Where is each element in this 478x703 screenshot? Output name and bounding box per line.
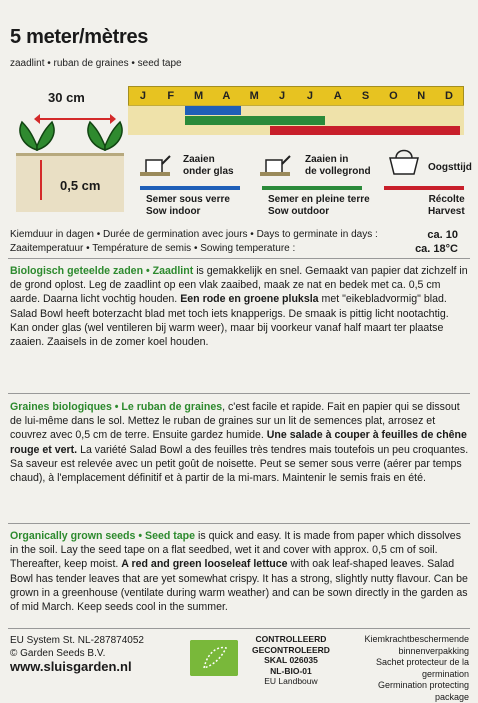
divider [8, 628, 470, 629]
english-text-1: is quick and easy. It is made from paper which dissolves in the soil. Lay the seed tape on a flat seedbed, wet it and cover with approx. 0,5 cm of soil. Thereafter, keep moist. [10, 530, 461, 571]
lettuce-plant-icon [14, 116, 60, 152]
depth-arrow [40, 160, 42, 200]
sow-outdoor-bar [185, 116, 325, 125]
month-cell: S [361, 90, 370, 102]
month-cell: D [445, 90, 453, 102]
french-text-2: La variété Salad Bowl a des feuilles très tendres mais toutefois un peu croquantes. Sa saveur est relevée avec un petit goût de noisette. Peut se semer sous verre (aérer par temps chaud), à l'emplacement définitif et à partir de la mi-mars. Maintenir le semis frais en été. [10, 443, 469, 485]
harvest-line [384, 186, 464, 190]
french-highlight: Une salade à couper à feuilles de chêne rouge et vert. [10, 429, 467, 456]
month-calendar [128, 86, 464, 106]
sowing-temperature-value: ca. 18°C [415, 243, 458, 255]
eu-system-number: EU System St. NL-287874052 [10, 635, 144, 646]
month-cell: M [249, 90, 259, 102]
sowing-temperature-label: Zaaitemperatuur • Température de semis • Sowing temperature : [10, 243, 296, 254]
divider [8, 393, 470, 394]
sow-indoor-label: Zaaien onder glas [183, 154, 234, 177]
harvest-label: Oogsttijd [428, 162, 472, 173]
package-line-1: Kiemkrachtbeschermende [364, 634, 469, 644]
sowing-depth-label: 0,5 cm [60, 178, 101, 193]
divider [8, 523, 470, 524]
germination-days-value: ca. 10 [427, 229, 458, 241]
english-description [10, 529, 470, 614]
month-cell: J [306, 90, 313, 102]
month-cell: A [333, 90, 342, 102]
month-cell: O [389, 90, 398, 102]
month-cell: F [167, 90, 175, 102]
control-line-1: CONTROLLEERD [255, 634, 327, 644]
organic-control-info [252, 634, 330, 687]
sow-outdoor-label: Zaaien in de vollegrond [305, 154, 371, 177]
dutch-text-2: met "eikebladvormig" blad. Salad Bowl heeft boterzacht blad met toch iets knapperigs. De smaak is pittig licht nootachtig. Kan onder glas (wel ventileren bij warm weer), maar bij voorkeur vanaf half maart ter plaatse zaaien. Zaaisels in de zomer koel houden. [10, 293, 449, 349]
germination-days-label: Kiemduur in dagen • Durée de germination avec jours • Days to germinate in days : [10, 229, 378, 240]
sow-outdoor-sublabel: Semer en pleine terre Sow outdoor [268, 194, 370, 217]
month-cell: N [417, 90, 426, 102]
month-cell: J [278, 90, 286, 102]
harvest-basket-icon [386, 144, 422, 178]
divider [8, 258, 470, 259]
harvest-bar [270, 126, 460, 135]
sow-indoor-bar [185, 106, 241, 115]
dutch-description [10, 264, 470, 349]
french-text-1: , c'est facile et rapide. Fait en papier qui se dissout de lui-même dans le sol. Mettez le ruban de graines sur un lit de semences plat, arrosez et couvrez avec 0,5 cm de terre. Ensuite gardez humide. [10, 401, 460, 442]
dutch-heading: Biologisch geteelde zaden • Zaadlint [10, 265, 194, 277]
sow-outdoor-line [262, 186, 362, 190]
package-line-2: binnenverpakking [398, 645, 469, 656]
sow-indoor-line [140, 186, 240, 190]
french-description [10, 400, 470, 485]
company-info [10, 634, 144, 673]
watering-can-icon [138, 150, 172, 180]
package-line-3: Sachet protecteur de la germination [375, 657, 469, 679]
english-highlight: A red and green looseleaf lettuce [121, 558, 288, 571]
lettuce-plant-icon [82, 116, 128, 152]
germination-info [10, 228, 378, 256]
control-line-5: EU Landbouw [264, 676, 318, 686]
control-line-2: GECONTROLEERD [252, 644, 330, 655]
page-title: 5 meter/mètres [10, 26, 149, 48]
dutch-highlight: Een rode en groene pluksla [180, 293, 319, 306]
website-link[interactable]: www.sluisgarden.nl [10, 659, 132, 674]
row-distance-label: 30 cm [48, 90, 85, 105]
sow-indoor-sublabel: Semer sous verre Sow indoor [146, 194, 230, 217]
control-line-4: NL-BIO-01 [270, 665, 312, 676]
english-heading: Organically grown seeds • Seed tape [10, 530, 196, 542]
control-line-3: SKAL 026035 [264, 655, 318, 665]
copyright: © Garden Seeds B.V. [10, 648, 106, 659]
package-info [345, 634, 469, 703]
dutch-text-1: is gemakkelijk en snel. Gemaakt van papier dat zichzelf in de grond oplost. Leg de zaadlint op een vlak zaaibed, maak ze nat en bedek met ca. 0,5 cm aarde. Daarna licht vochtig houden. [10, 265, 468, 306]
eu-organic-logo-icon [190, 640, 238, 676]
month-cell: A [222, 90, 231, 102]
french-heading: Graines biologiques • Le ruban de graines [10, 401, 223, 413]
germination-values [415, 228, 458, 256]
english-text-2: with oak leaf-shaped leaves. Salad Bowl has tender leaves that are yet somewhat crispy. It has a strong, slightly nutty flavour. Can be grown in a greenhouse (ventilate during warm weather) and can be sown directly in the garden as of mid March. Keep seeds cool in the summer. [10, 558, 468, 614]
month-cell: J [139, 90, 146, 102]
watering-can-icon [258, 150, 292, 180]
month-cell: M [193, 90, 204, 102]
product-subtitle: zaadlint • ruban de graines • seed tape [10, 58, 182, 69]
harvest-sublabel: Récolte Harvest [428, 194, 465, 217]
package-line-4: Germination protecting package [377, 680, 469, 702]
